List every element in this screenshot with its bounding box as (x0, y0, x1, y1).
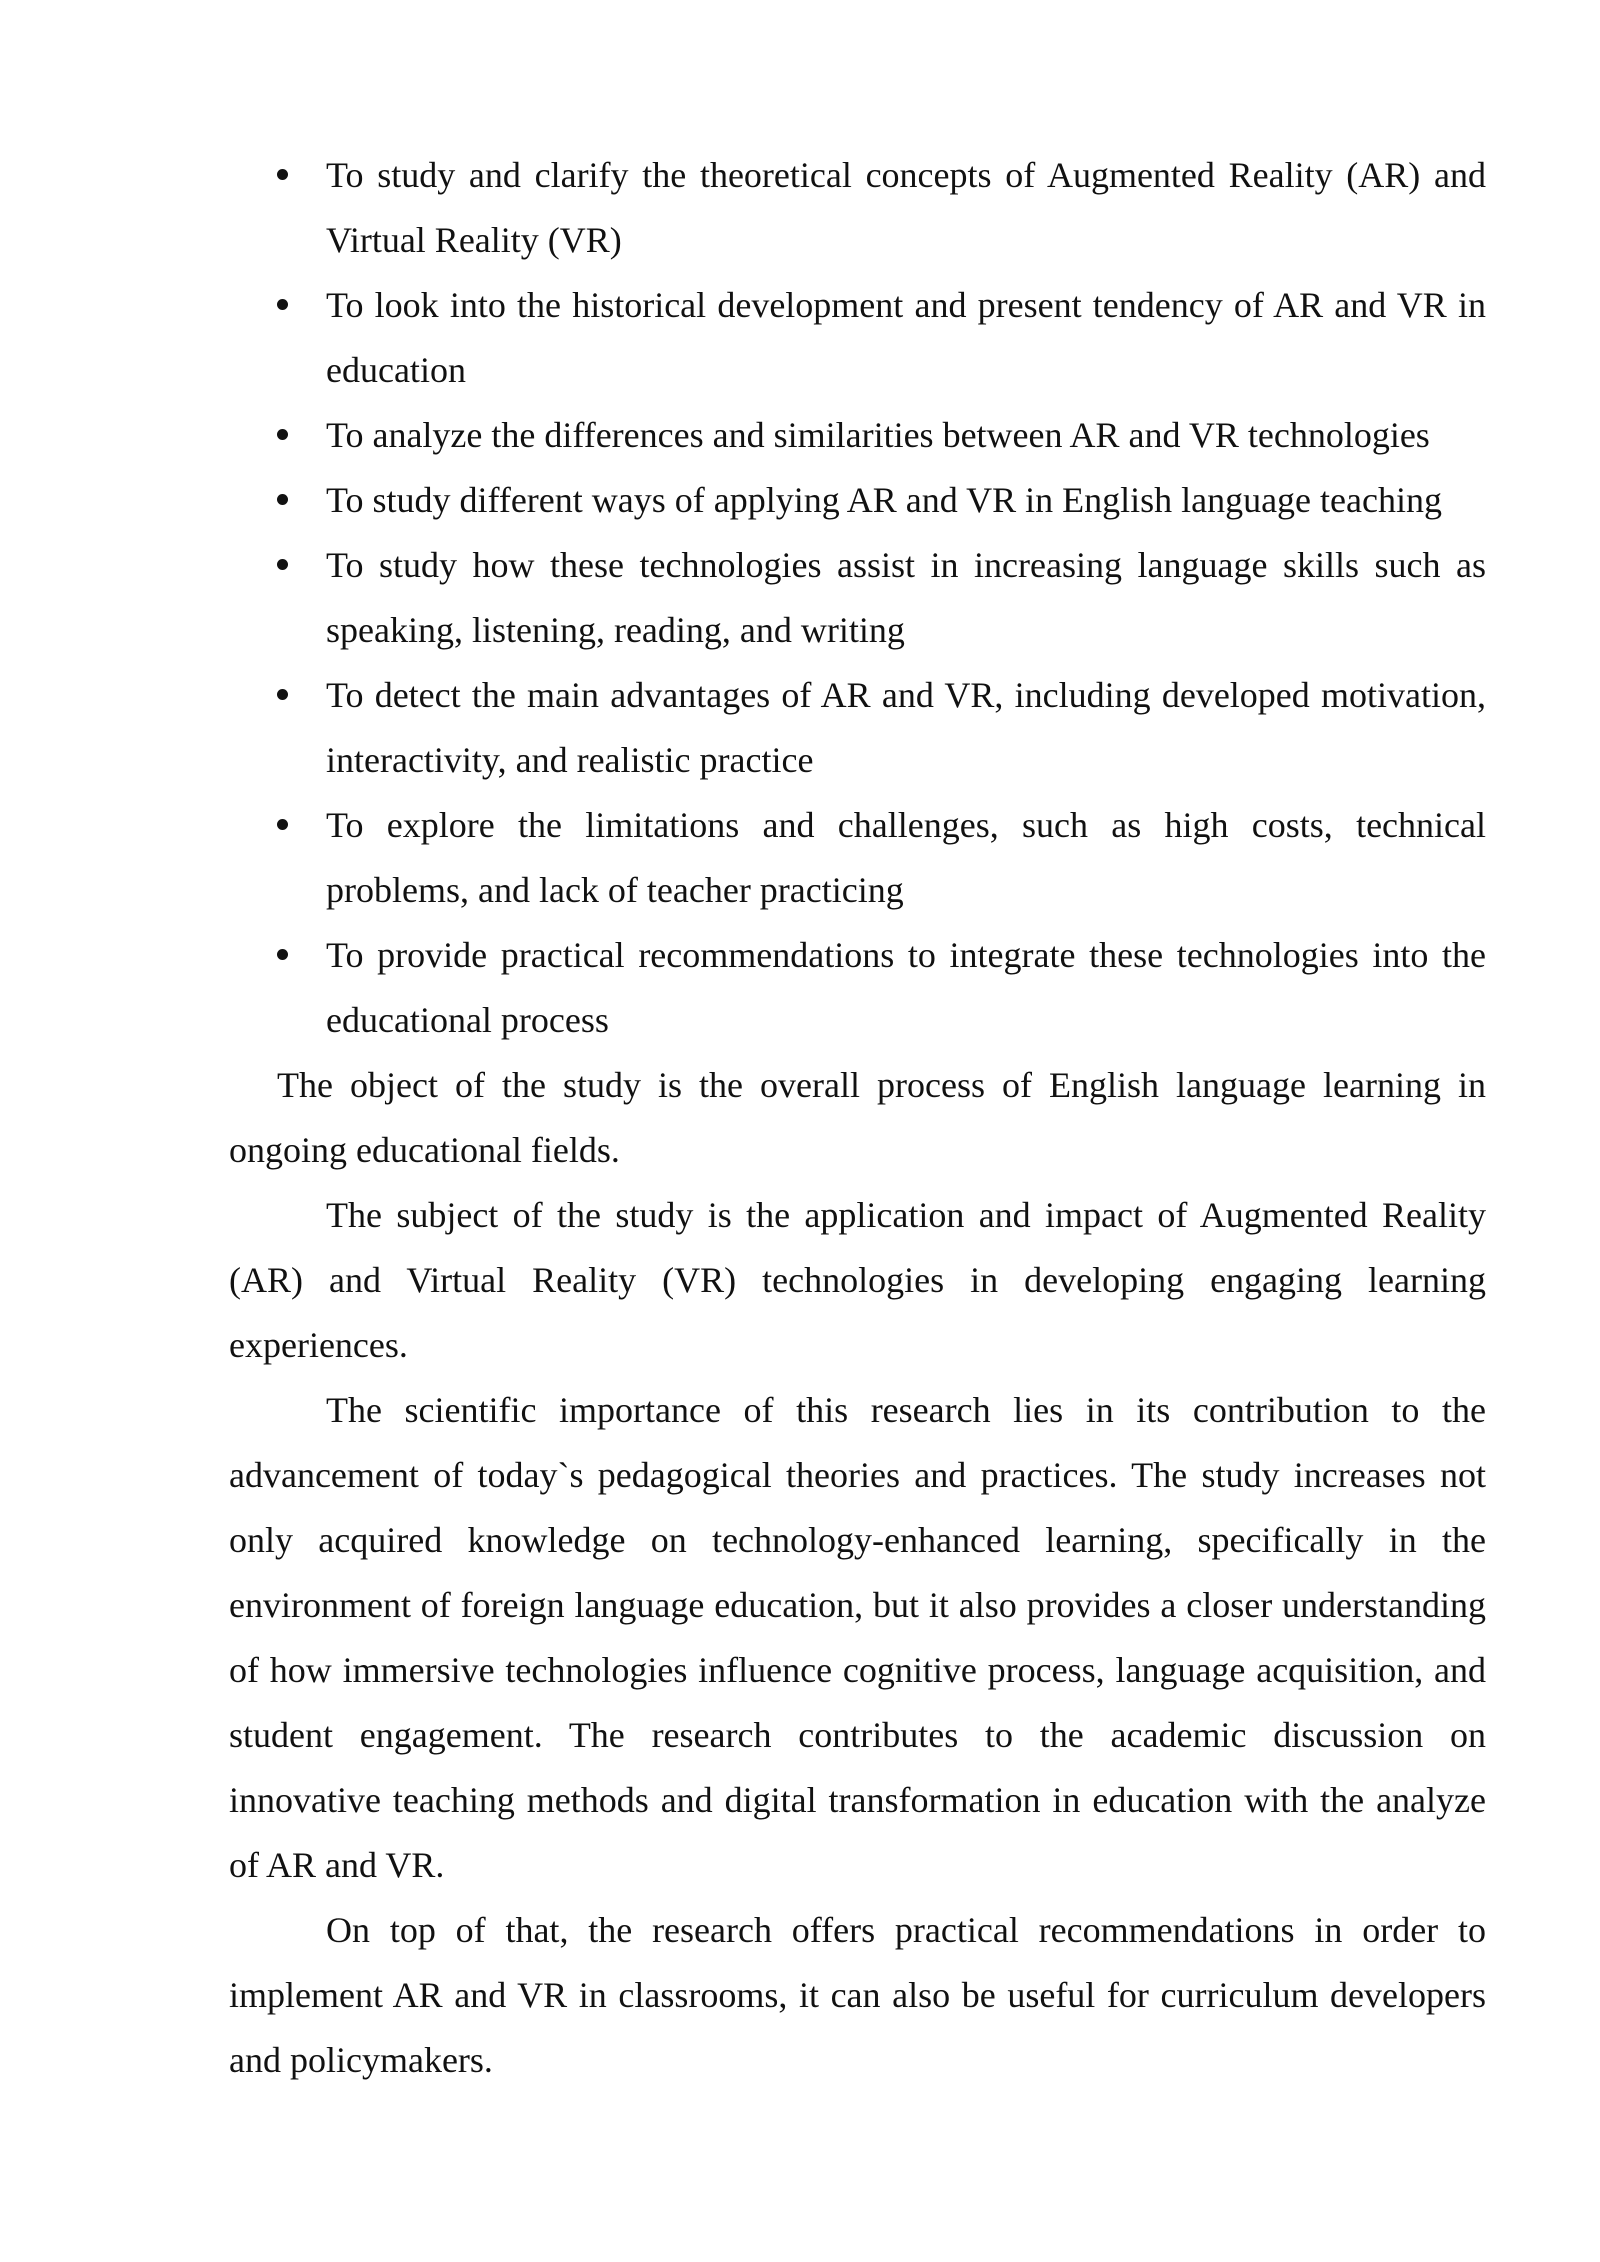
bullet-icon (277, 689, 288, 700)
bullet-icon (277, 949, 288, 960)
bullet-icon (277, 299, 288, 310)
practical-paragraph: On top of that, the research offers practical recommendations in order to implement AR and VR in classrooms, it can also be useful for curriculum developers and policymakers. (229, 1910, 1486, 2080)
list-item (229, 663, 1486, 793)
importance-paragraph: The scientific importance of this research lies in its contribution to the advancement of today`s pedagogical theories and practices. The study increases not only acquired knowledge on technology-enhanced learning, specifically in the environment of foreign language education, but it also provides a closer understanding of how immersive technologies influence cognitive process, language acquisition, and student engagement. The research contributes to the academic discussion on innovative teaching methods and digital transformation in education with the analyze of AR and VR. (229, 1390, 1486, 1885)
list-item (229, 403, 1486, 468)
list-item (229, 143, 1486, 273)
bullet-icon (277, 169, 288, 180)
bullet-icon (277, 559, 288, 570)
list-item-text: To look into the historical development and present tendency of AR and VR in education (326, 285, 1486, 390)
objectives-list (229, 143, 1486, 1053)
list-item (229, 273, 1486, 403)
list-item-text: To study and clarify the theoretical concepts of Augmented Reality (AR) and Virtual Reality (VR) (326, 155, 1486, 260)
list-item (229, 533, 1486, 663)
list-item-text: To detect the main advantages of AR and VR, including developed motivation, interactivity, and realistic practice (326, 675, 1486, 780)
list-item (229, 793, 1486, 923)
page-content (229, 143, 1486, 2093)
object-paragraph: The object of the study is the overall process of English language learning in ongoing educational fields. (229, 1065, 1486, 1170)
list-item-text: To study different ways of applying AR and VR in English language teaching (326, 480, 1442, 520)
bullet-icon (277, 819, 288, 830)
bullet-icon (277, 429, 288, 440)
list-item (229, 923, 1486, 1053)
bullet-icon (277, 494, 288, 505)
list-item-text: To analyze the differences and similarities between AR and VR technologies (326, 415, 1430, 455)
list-item-text: To explore the limitations and challenges, such as high costs, technical problems, and lack of teacher practicing (326, 805, 1486, 910)
list-item (229, 468, 1486, 533)
list-item-text: To study how these technologies assist in increasing language skills such as speaking, listening, reading, and writing (326, 545, 1486, 650)
list-item-text: To provide practical recommendations to integrate these technologies into the educational process (326, 935, 1486, 1040)
subject-paragraph: The subject of the study is the application and impact of Augmented Reality (AR) and Virtual Reality (VR) technologies in developing engaging learning experiences. (229, 1195, 1486, 1365)
